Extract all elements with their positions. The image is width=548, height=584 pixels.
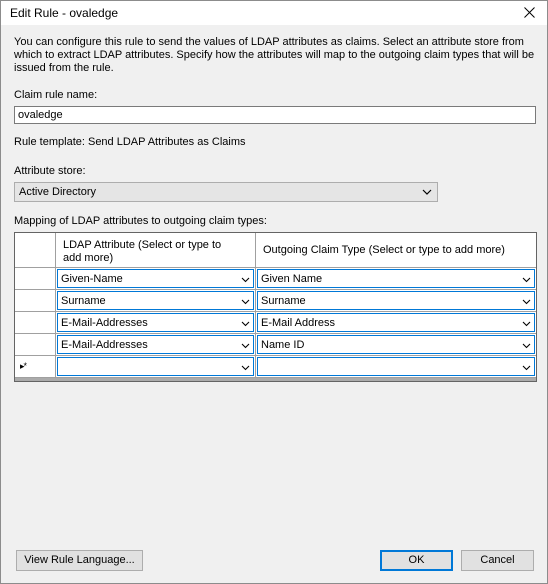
- outgoing-claim-value: Name ID: [261, 339, 305, 351]
- chevron-down-icon[interactable]: [522, 341, 531, 350]
- chevron-down-icon[interactable]: [241, 341, 250, 350]
- cancel-button[interactable]: Cancel: [461, 550, 534, 571]
- chevron-down-icon[interactable]: [241, 297, 250, 306]
- new-row-header[interactable]: [15, 356, 56, 378]
- dialog-title: Edit Rule - ovaledge: [10, 6, 119, 20]
- outgoing-claim-cell[interactable]: [256, 312, 537, 334]
- outgoing-claim-cell[interactable]: [256, 290, 537, 312]
- new-ldap-attribute-cell[interactable]: [56, 356, 256, 378]
- ok-button[interactable]: OK: [380, 550, 453, 571]
- chevron-down-icon[interactable]: [241, 363, 250, 372]
- outgoing-claim-cell[interactable]: [256, 334, 537, 356]
- chevron-down-icon[interactable]: [241, 319, 250, 328]
- outgoing-claim-value: Given Name: [261, 273, 323, 285]
- description-text: You can configure this rule to send the values of LDAP attributes as claims. Select an attribute store from which to extract LDAP attributes. Specify how the attributes will map to the outgoing claim types that will be issued from the rule.: [14, 36, 535, 74]
- claim-rule-name-input[interactable]: [14, 106, 536, 124]
- mapping-grid: [14, 232, 537, 382]
- attribute-store-select[interactable]: [14, 182, 438, 202]
- ldap-attribute-value: E-Mail-Addresses: [61, 317, 148, 329]
- title-bar: [1, 1, 547, 25]
- chevron-down-icon[interactable]: [522, 319, 531, 328]
- row-header[interactable]: [15, 334, 56, 356]
- rule-template-text: Rule template: Send LDAP Attributes as Claims: [14, 136, 246, 148]
- row-header[interactable]: [15, 268, 56, 290]
- outgoing-claim-column-header[interactable]: [256, 233, 537, 268]
- ldap-attribute-cell[interactable]: [56, 334, 256, 356]
- row-header[interactable]: [15, 290, 56, 312]
- close-icon: [524, 7, 535, 18]
- chevron-down-icon: [422, 187, 432, 197]
- chevron-down-icon[interactable]: [522, 363, 531, 372]
- mapping-label: Mapping of LDAP attributes to outgoing claim types:: [14, 215, 267, 227]
- claim-rule-name-label: Claim rule name:: [14, 89, 98, 101]
- grid-corner-header: [15, 233, 56, 268]
- chevron-down-icon[interactable]: [241, 275, 250, 284]
- ldap-attribute-value: Surname: [61, 295, 106, 307]
- outgoing-claim-cell[interactable]: [256, 268, 537, 290]
- ldap-attribute-value: Given-Name: [61, 273, 123, 285]
- ldap-attribute-cell[interactable]: [56, 268, 256, 290]
- attribute-store-label: Attribute store:: [14, 165, 86, 177]
- new-outgoing-claim-cell[interactable]: [256, 356, 537, 378]
- ldap-attribute-value: E-Mail-Addresses: [61, 339, 148, 351]
- close-button[interactable]: [511, 1, 547, 25]
- ldap-attribute-header-text: LDAP Attribute (Select or type to add more): [63, 239, 222, 264]
- ldap-attribute-column-header[interactable]: [56, 233, 256, 268]
- ldap-attribute-cell[interactable]: [56, 312, 256, 334]
- chevron-down-icon[interactable]: [522, 297, 531, 306]
- ldap-attribute-cell[interactable]: [56, 290, 256, 312]
- attribute-store-value: Active Directory: [19, 186, 97, 198]
- outgoing-claim-value: Surname: [261, 295, 306, 307]
- claim-rule-name-value: ovaledge: [18, 109, 63, 121]
- view-rule-language-button[interactable]: View Rule Language...: [16, 550, 143, 571]
- outgoing-claim-header-text: Outgoing Claim Type (Select or type to add more): [263, 244, 505, 256]
- row-header[interactable]: [15, 312, 56, 334]
- chevron-down-icon[interactable]: [522, 275, 531, 284]
- new-row-icon: ▸*: [20, 361, 27, 371]
- outgoing-claim-value: E-Mail Address: [261, 317, 335, 329]
